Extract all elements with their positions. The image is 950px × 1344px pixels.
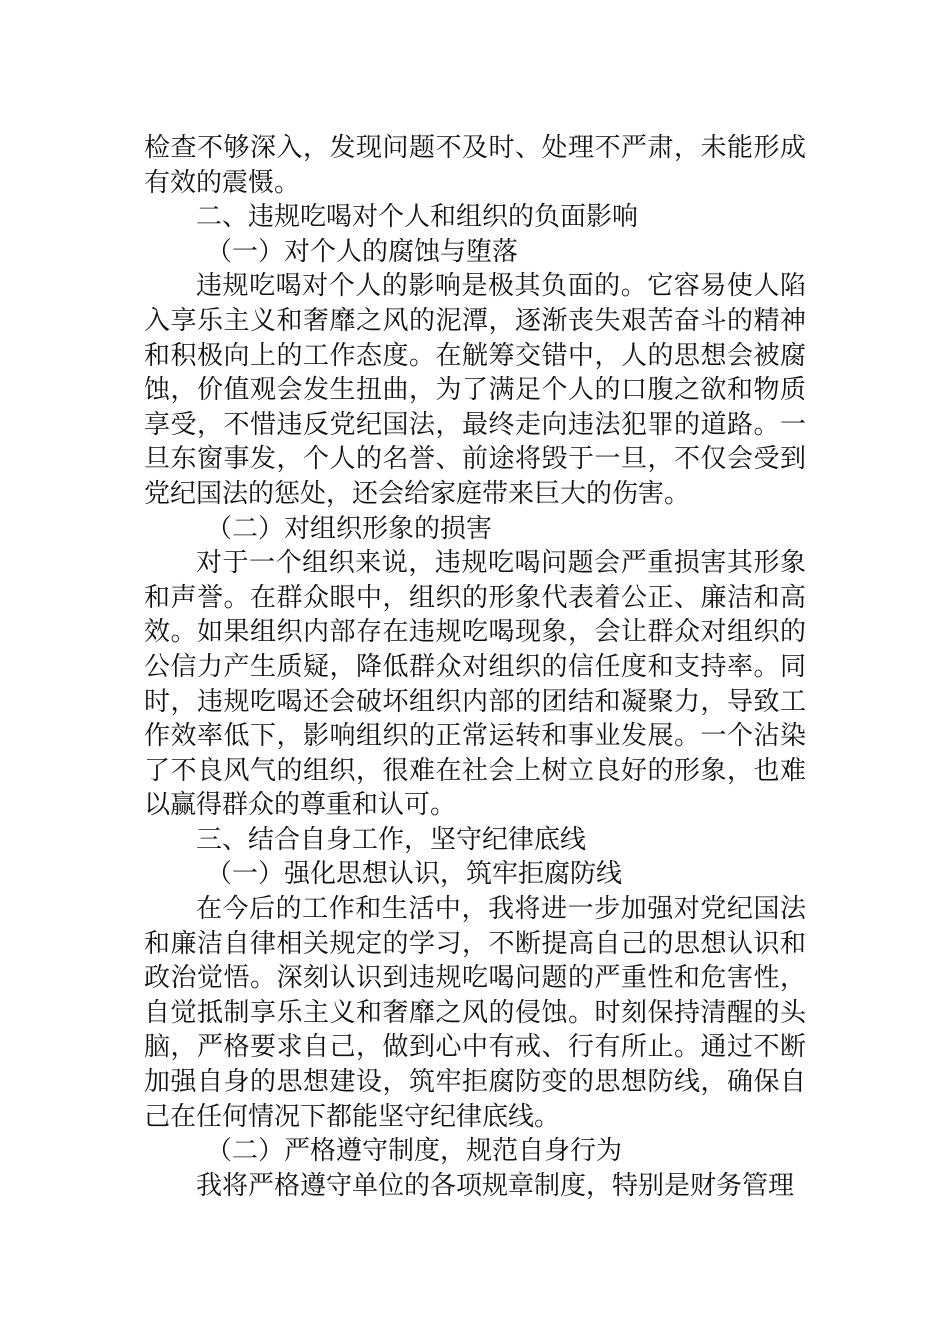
paragraph-3-1: 在今后的工作和生活中，我将进一步加强对党纪国法和廉洁自律相关规定的学习，不断提高自己的思想认识和政治觉悟。深刻认识到违规吃喝问题的严重性和危害性，自觉抵制享乐主义和奢靡之风的侵蚀。时刻保持清醒的头脑，严格要求自己，做到心中有戒、行有所止。通过不断加强自身的思想建设，筑牢拒腐防变的思想防线，确保自己在任何情况下都能坚守纪律底线。 (144, 894, 806, 1132)
sub-heading-3-2: （二）严格遵守制度，规范自身行为 (206, 1136, 623, 1167)
section-heading-2: 二、违规吃喝对个人和组织的负面影响 (196, 202, 639, 233)
sub-heading-2-2: （二）对组织形象的损害 (206, 513, 493, 544)
paragraph-2-2: 对于一个组织来说，违规吃喝问题会严重损害其形象和声誉。在群众眼中，组织的形象代表着公正、廉洁和高效。如果组织内部存在违规吃喝现象，会让群众对组织的公信力产生质疑，降低群众对组织的信任度和支持率。同时，违规吃喝还会破坏组织内部的团结和凝聚力，导致工作效率低下，影响组织的正常运转和事业发展。一个沾染了不良风气的组织，很难在社会上树立良好的形象，也难以赢得群众的尊重和认可。 (144, 548, 806, 821)
paragraph-3-2: 我将严格遵守单位的各项规章制度，特别是财务管理 (196, 1170, 795, 1201)
paragraph-2-1: 违规吃喝对个人的影响是极其负面的。它容易使人陷入享乐主义和奢靡之风的泥潭，逐渐丧失艰苦奋斗的精神和积极向上的工作态度。在觥筹交错中，人的思想会被腐蚀，价值观会发生扭曲，为了满足个人的口腹之欲和物质享受，不惜违反党纪国法，最终走向违法犯罪的道路。一旦东窗事发，个人的名誉、前途将毁于一旦，不仅会受到党纪国法的惩处，还会给家庭带来巨大的伤害。 (144, 271, 806, 509)
document-body (144, 131, 806, 1203)
sub-heading-3-1: （一）强化思想认识，筑牢拒腐防线 (206, 859, 623, 890)
sub-heading-2-1: （一）对个人的腐蚀与堕落 (206, 236, 519, 267)
section-heading-3: 三、结合自身工作，坚守纪律底线 (196, 824, 587, 855)
paragraph-continuation: 检查不够深入，发现问题不及时、处理不严肃，未能形成有效的震慑。 (144, 133, 806, 198)
